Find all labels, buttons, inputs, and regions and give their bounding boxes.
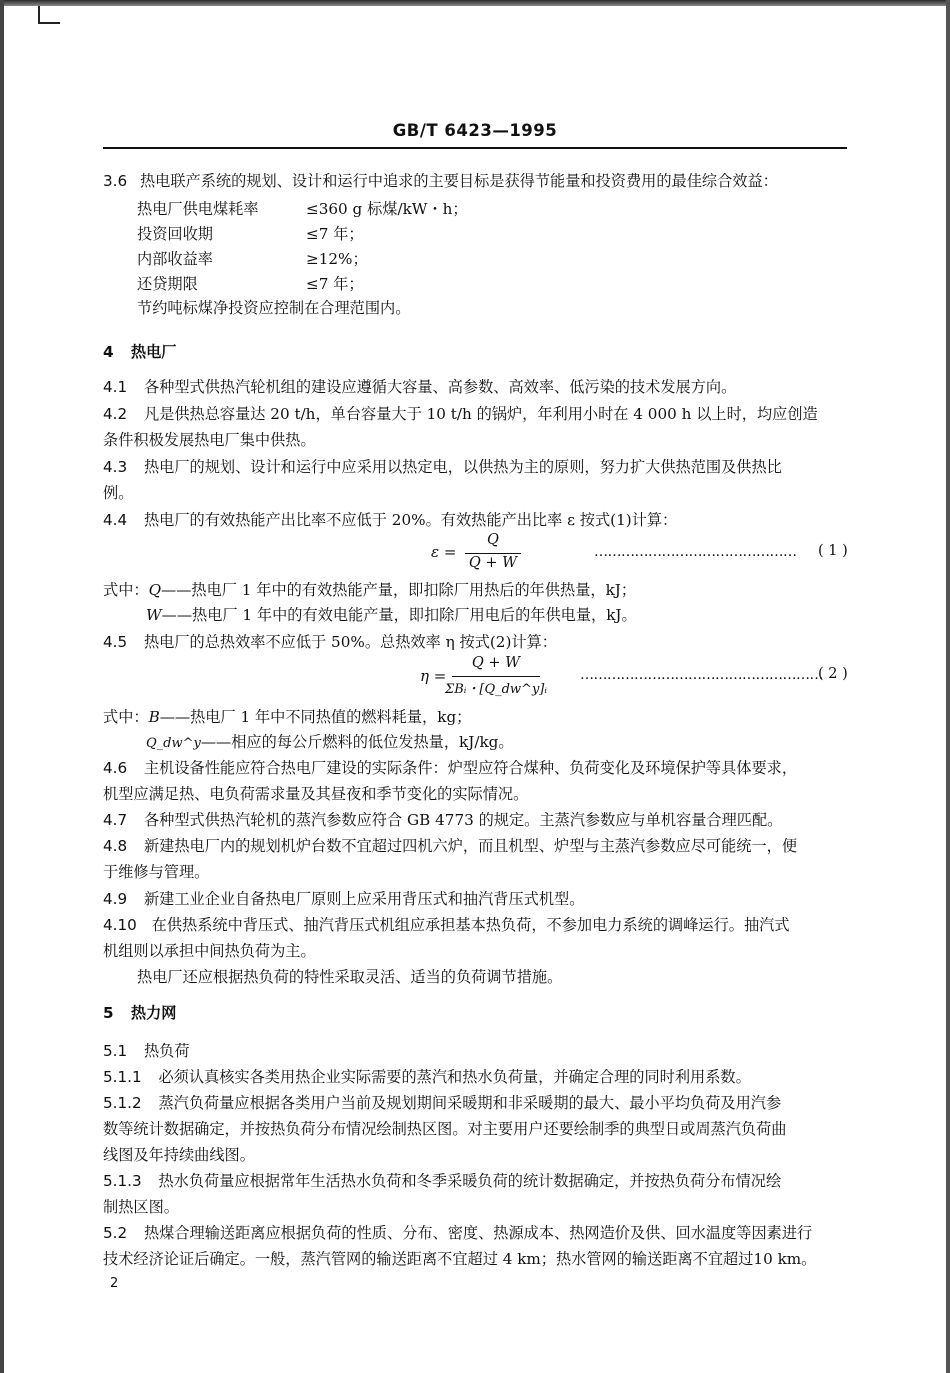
section-5-heading xyxy=(103,1003,176,1023)
section-title: 热力网 xyxy=(130,1004,177,1022)
header-rule xyxy=(103,147,847,149)
clause-text: 各种型式供热汽轮机的蒸汽参数应符合 GB 4773 的规定。主蒸汽参数应与单机容量合理匹配。 xyxy=(143,811,783,829)
clause-4-10-note: 热电厂还应根据热负荷的特性采取灵活、适当的负荷调节措施。 xyxy=(137,968,563,986)
eq2-leader-dots: ……………………………………………… xyxy=(580,667,823,683)
clause-4-10-cont: 机组则以承担中间热负荷为主。 xyxy=(103,942,316,960)
clause-5-1-2 xyxy=(103,1093,781,1113)
clause-3-6 xyxy=(103,171,778,191)
clause-4-10 xyxy=(103,915,790,935)
section-title: 热电厂 xyxy=(130,343,177,361)
eq1-lhs: ε = xyxy=(431,543,457,561)
clause-4-8 xyxy=(103,836,797,856)
clause-text: 热煤合理输送距离应根据负荷的性质、分布、密度、热源成本、热网造价及供、回水温度等因素进行 xyxy=(143,1224,813,1242)
clause-text: 各种型式供热汽轮机组的建设应遵循大容量、高参数、高效率、低污染的技术发展方向。 xyxy=(143,378,737,396)
clause-4-5 xyxy=(103,632,557,652)
clause-number: 4.3 xyxy=(103,458,128,476)
clause-number: 4.1 xyxy=(103,378,128,396)
symbol-w-definition: ——热电厂 1 年中的有效电能产量，即扣除厂用电后的年供电量，kJ。 xyxy=(161,606,637,624)
symbol-w: W xyxy=(146,606,162,624)
clause-text: 热电厂的规划、设计和运行中应采用以热定电，以供热为主的原则，努力扩大供热范围及供热比 xyxy=(143,458,782,476)
clause-text: 热水负荷量应根据常年生活热水负荷和冬季采暖负荷的统计数据确定，并按热负荷分布情况绘 xyxy=(158,1172,782,1190)
eq1-numerator: Q xyxy=(487,532,499,548)
clause-4-1 xyxy=(103,377,736,397)
clause-text: 必须认真核实各类用热企业实际需要的蒸汽和热水负荷量，并确定合理的同时利用系数。 xyxy=(158,1068,751,1086)
clause-number: 4.10 xyxy=(103,916,137,934)
clause-5-1-3-cont: 制热区图。 xyxy=(103,1198,179,1216)
clause-4-2 xyxy=(103,404,818,424)
clause-number: 5.1.3 xyxy=(103,1172,142,1190)
scan-border-right xyxy=(946,0,950,1373)
symbol-q: Q xyxy=(148,581,162,599)
clause-5-1-3 xyxy=(103,1171,781,1191)
clause-3-6-note: 节约吨标煤净投资应控制在合理范围内。 xyxy=(137,299,411,317)
symbol-b-definition: ——热电厂 1 年中不同热值的燃料耗量，kg； xyxy=(159,708,472,726)
eq2-fraction-bar xyxy=(452,676,540,677)
clause-text: 凡是供热总容量达 20 t/h，单台容量大于 10 t/h 的锅炉，年利用小时在 4 000 h 以上时，均应创造 xyxy=(143,405,818,423)
eq2-numerator: Q + W xyxy=(471,655,521,671)
clause-4-7 xyxy=(103,810,782,830)
eq1-number: ( 1 ) xyxy=(818,543,848,559)
clause-text: 新建工业企业自备热电厂原则上应采用背压式和抽汽背压式机型。 xyxy=(143,890,585,908)
clause-4-6 xyxy=(103,758,797,778)
symbol-b: B xyxy=(148,708,160,726)
standard-number-header: GB/T 6423—1995 xyxy=(392,121,558,140)
eq1-fraction-bar xyxy=(465,553,521,554)
clause-text: 热电厂的有效热能产出比率不应低于 20%。有效热能产出比率 ε 按式(1)计算： xyxy=(143,511,678,529)
section-4-heading xyxy=(103,342,176,362)
target-label-payback: 投资回收期 xyxy=(137,225,213,243)
symbol-q-definition: ——热电厂 1 年中的有效热能产量，即扣除厂用热后的年供热量，kJ； xyxy=(161,581,637,599)
eq1-leader-dots: ……………………………………… xyxy=(594,544,797,560)
eq2-lhs: η = xyxy=(420,667,447,685)
clause-text: 热电厂的总热效率不应低于 50%。总热效率 η 按式(2)计算： xyxy=(143,633,557,651)
eq2-where-q xyxy=(146,732,514,754)
clause-5-2 xyxy=(103,1223,812,1243)
scan-border-top xyxy=(0,0,950,6)
clause-number: 5.1.1 xyxy=(103,1068,142,1086)
clause-number: 4.6 xyxy=(103,759,128,777)
clause-4-8-cont: 于维修与管理。 xyxy=(103,863,210,881)
target-value-irr: ≥12%； xyxy=(306,250,368,268)
clause-text: 热负荷 xyxy=(143,1042,190,1060)
clause-text: 主机设备性能应符合热电厂建设的实际条件：炉型应符合煤种、负荷变化及环境保护等具体要求， xyxy=(143,759,798,777)
scan-border-left xyxy=(0,0,4,1373)
clause-4-3 xyxy=(103,457,782,477)
eq2-denominator: ΣBᵢ・[Q_dw^y]ᵢ xyxy=(445,682,547,697)
eq2-number: ( 2 ) xyxy=(818,666,848,682)
target-value-payback: ≤7 年； xyxy=(306,225,364,243)
target-label-irr: 内部收益率 xyxy=(137,250,213,268)
eq1-where-q xyxy=(103,580,636,600)
clause-text: 蒸汽负荷量应根据各类用户当前及规划期间采暖期和非采暖期的最大、最小平均负荷及用汽参 xyxy=(158,1094,782,1112)
eq1-denominator: Q + W xyxy=(468,555,518,571)
clause-text: 在供热系统中背压式、抽汽背压式机组应承担基本热负荷，不参加电力系统的调峰运行。抽汽式 xyxy=(151,916,790,934)
clause-number: 5.1 xyxy=(103,1042,128,1060)
clause-5-2-cont: 技术经济论证后确定。一般，蒸汽管网的输送距离不宜超过 4 km；热水管网的输送距离不宜超过10 km。 xyxy=(103,1250,817,1268)
clause-text: 热电联产系统的规划、设计和运行中追求的主要目标是获得节能量和投资费用的最佳综合效益： xyxy=(139,172,778,190)
clause-4-3-cont: 例。 xyxy=(103,484,134,502)
clause-number: 4.2 xyxy=(103,405,128,423)
clause-number: 4.8 xyxy=(103,837,128,855)
clause-5-1 xyxy=(103,1041,190,1061)
page-number: 2 xyxy=(110,1276,119,1291)
target-value-loan: ≤7 年； xyxy=(306,275,364,293)
target-label-coal-rate: 热电厂供电煤耗率 xyxy=(137,200,259,218)
symbol-q-dw-definition: ——相应的每公斤燃料的低位发热量，kJ/kg。 xyxy=(200,733,514,751)
clause-4-9 xyxy=(103,889,584,909)
target-label-loan: 还贷期限 xyxy=(137,275,198,293)
where-prefix: 式中： xyxy=(103,708,149,726)
eq2-where-b xyxy=(103,707,471,727)
clause-4-6-cont: 机型应满足热、电负荷需求量及其昼夜和季节变化的实际情况。 xyxy=(103,785,529,803)
clause-4-2-cont: 条件积极发展热电厂集中供热。 xyxy=(103,431,316,449)
clause-number: 3.6 xyxy=(103,172,128,190)
clause-text: 新建热电厂内的规划机炉台数不宜超过四机六炉，而且机型、炉型与主蒸汽参数应尽可能统一，便 xyxy=(143,837,798,855)
clause-number: 4.9 xyxy=(103,890,128,908)
scan-corner-mark xyxy=(38,6,60,24)
section-number: 4 xyxy=(103,343,114,361)
target-value-coal-rate: ≤360 g 标煤/kW・h； xyxy=(306,200,468,218)
where-prefix: 式中： xyxy=(103,581,149,599)
clause-number: 4.7 xyxy=(103,811,128,829)
section-number: 5 xyxy=(103,1004,114,1022)
clause-number: 5.2 xyxy=(103,1224,128,1242)
clause-5-1-2-cont2: 线图及年持续曲线图。 xyxy=(103,1146,255,1164)
eq1-where-w xyxy=(146,605,637,625)
clause-4-4 xyxy=(103,510,677,530)
clause-5-1-1 xyxy=(103,1067,751,1087)
clause-5-1-2-cont: 数等统计数据确定，并按热负荷分布情况绘制热区图。对主要用户还要绘制季的典型日或周蒸汽负荷曲 xyxy=(103,1120,787,1138)
clause-number: 4.4 xyxy=(103,511,128,529)
clause-number: 5.1.2 xyxy=(103,1094,142,1112)
clause-number: 4.5 xyxy=(103,633,128,651)
symbol-q-dw: Q_dw^y xyxy=(146,736,201,751)
